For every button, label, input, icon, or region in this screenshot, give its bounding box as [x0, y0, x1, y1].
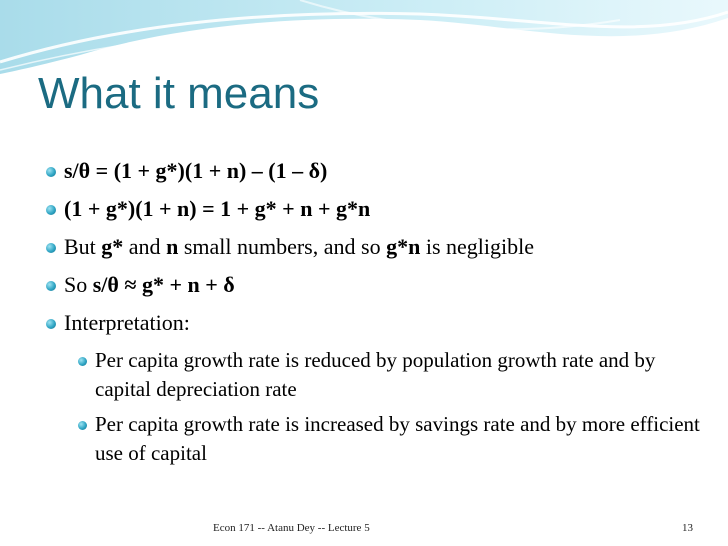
bullet-dot-icon — [46, 319, 56, 329]
bullet-item: But g* and n small numbers, and so g*n is negligible — [64, 234, 534, 259]
bullet-item: So s/θ ≈ g* + n + δ — [64, 272, 235, 297]
bullet-dot-icon — [46, 243, 56, 253]
bullet-item: s/θ = (1 + g*)(1 + n) – (1 – δ) — [64, 158, 328, 183]
subbullet-item: Per capita growth rate is increased by savings rate and by more efficient use of capital — [95, 412, 700, 465]
bullet-dot-icon — [46, 205, 56, 215]
slide-number: 13 — [682, 522, 693, 534]
header-wave-decoration — [0, 0, 728, 80]
slide-title: What it means — [38, 69, 320, 118]
bullet-dot-icon — [46, 281, 56, 291]
footer-text: Econ 171 -- Atanu Dey -- Lecture 5 — [213, 522, 370, 534]
bullet-dot-icon — [46, 167, 56, 177]
subbullet-item: Per capita growth rate is reduced by population growth rate and by capital depreciation rate — [95, 348, 656, 401]
subbullet-dot-icon — [78, 421, 87, 430]
bullet-item: (1 + g*)(1 + n) = 1 + g* + n + g*n — [64, 196, 371, 221]
bullet-item: Interpretation: — [64, 310, 190, 335]
subbullet-dot-icon — [78, 357, 87, 366]
